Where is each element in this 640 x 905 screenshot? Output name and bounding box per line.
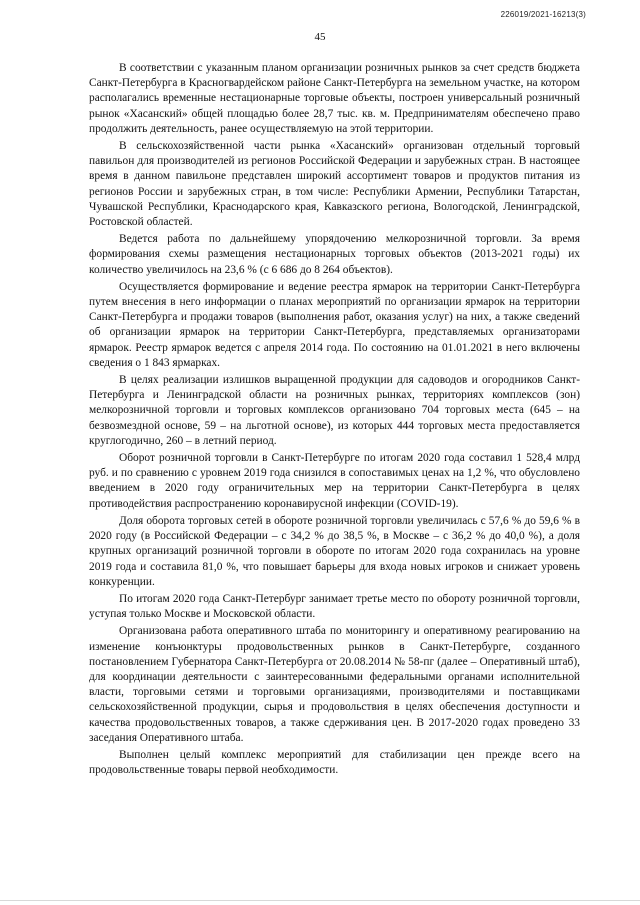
paragraph: Доля оборота торговых сетей в обороте розничной торговли увеличилась с 57,6 % до 59,6 % в 2020 году (в Российской Федерации – с 34,2 % до 38,5 %, в Москве – с 36,2 % до 40,0 %), а доля крупных организаций розничной торговли в обороте по итогам 2020 года сохранилась на уровне 2019 года и составила 81,0 %, что повышает барьеры для входа новых игроков и снижает уровень конкуренции. xyxy=(89,514,580,588)
paragraph: По итогам 2020 года Санкт-Петербург занимает третье место по обороту розничной торговли, уступая только Москве и Московской области. xyxy=(89,592,580,621)
paragraph: Организована работа оперативного штаба по мониторингу и оперативному реагированию на изменение конъюнктуры продовольственных рынков в Санкт-Петербурге, созданного постановлением Губернатора Санкт-Петербурга от 20.08.2014 № 58-пг (далее – Оперативный штаб), для координации деятельности с заинтересованными федеральными органами исполнительной власти, торговыми сетями и торговыми организациями, производителями и поставщиками сельскохозяйственной продукции, сырья и продовольствия в целях обеспечения доступности и качества продовольственных товаров, а также сдерживания цен. В 2017-2020 годах проведено 33 заседания Оперативного штаба. xyxy=(89,625,580,744)
page-bottom-edge xyxy=(0,900,640,901)
paragraph: Оборот розничной торговли в Санкт-Петербурге по итогам 2020 года составил 1 528,4 млрд руб. и по сравнению с уровнем 2019 года снизился в сопоставимых ценах на 1,2 %, что обусловлено введением в 2020 году ограничительных мер на территории Санкт-Петербурга в целях противодействия распространению коронавирусной инфекции (COVID-19). xyxy=(89,452,580,510)
document-body xyxy=(89,61,580,780)
paragraph: В соответствии с указанным планом организации розничных рынков за счет средств бюджета Санкт-Петербурга в Красногвардейском районе Санкт-Петербурга на земельном участке, на котором располагались временные нестационарные торговые объекты, построен универсальный розничный рынок «Хасанский» общей площадью более 28,7 тыс. кв. м. Предпринимателям обеспечено право продолжить деятельность, ранее осуществляемую на этой территории. xyxy=(89,62,580,135)
paragraph: В целях реализации излишков выращенной продукции для садоводов и огородников Санкт-Петербурга и Ленинградской области на розничных рынках, территориях комплексов (зон) мелкорозничной торговли и торговых комплексов организовано 704 торговых места (645 – на безвозмездной основе, 59 – на льготной основе), из которых 444 торговых места предоставляется круглогодично, 260 – в летний период. xyxy=(89,374,580,447)
page-number: 45 xyxy=(314,31,326,43)
paragraph: В сельскохозяйственной части рынка «Хасанский» организован отдельный торговый павильон для производителей из регионов Российской Федерации и зарубежных стран. В настоящее время в данном павильоне представлен широкий ассортимент товаров и продуктов питания из регионов России и зарубежных стран, в том числе: Республики Армении, Республики Татарстан, Чувашской Республики, Краснодарского края, Кавказского региона, Вологодской, Ленинградской, Ростовской областей. xyxy=(89,140,580,229)
document-id: 226019/2021-16213(3) xyxy=(500,10,586,19)
paragraph: Ведется работа по дальнейшему упорядочению мелкорозничной торговли. За время формирования схемы размещения нестационарных торговых объектов (2013-2021 годы) их количество увеличилось на 23,6 % (с 6 686 до 8 264 объектов). xyxy=(89,233,580,276)
paragraph: Осуществляется формирование и ведение реестра ярмарок на территории Санкт-Петербурга путем внесения в него информации о планах мероприятий по организации ярмарок на территории Санкт-Петербурга и продажи товаров (выполнения работ, оказания услуг) на них, а также сведений об организации ярмарок на территории Санкт-Петербурга, представляемых организаторами ярмарок. Реестр ярмарок ведется с апреля 2014 года. По состоянию на 01.01.2021 в него включены сведения о 1 843 ярмарках. xyxy=(89,280,580,369)
paragraph: Выполнен целый комплекс мероприятий для стабилизации цен прежде всего на продовольственные товары первой необходимости. xyxy=(89,748,580,777)
